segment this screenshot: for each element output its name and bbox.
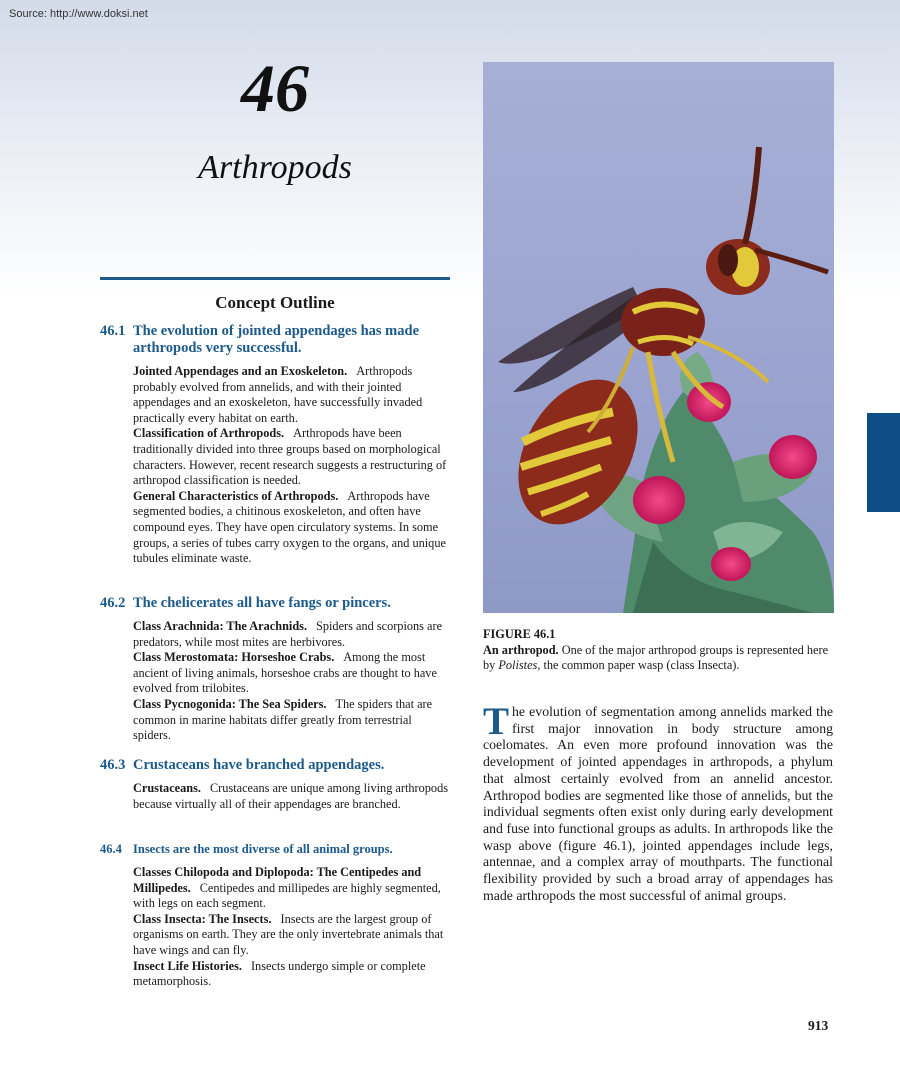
section-entries xyxy=(133,865,452,990)
outline-entry xyxy=(133,781,452,812)
section-number: 46.3 xyxy=(100,757,126,773)
section-heading xyxy=(100,323,452,357)
caption-title: An arthropod. xyxy=(483,642,559,657)
section-entries xyxy=(133,364,452,567)
outline-entry xyxy=(133,697,452,744)
entry-text: Among the most ancient of living animals, horseshoe crabs are thought to have evolved from trilobites. xyxy=(133,650,437,696)
section-number: 46.2 xyxy=(100,595,126,611)
section-title: Crustaceans have branched appendages. xyxy=(133,757,385,773)
section-number: 46.4 xyxy=(100,842,122,856)
wasp-photo xyxy=(483,62,834,613)
chapter-thumb-tab xyxy=(867,413,900,512)
entry-text: Insects are the largest group of organisms on earth. They are the only invertebrate animals that have wings and can fly. xyxy=(133,911,444,957)
entry-term: Class Insecta: The Insects. xyxy=(133,911,272,926)
section-number: 46.1 xyxy=(100,323,126,339)
outline-entry xyxy=(133,959,452,990)
entry-text: Arthropods probably evolved from annelids, and with their jointed appendages and an exoskeleton, have successfully invaded practically every habitat on earth. xyxy=(133,364,423,425)
caption-text: One of the major arthropod groups is represented here by xyxy=(483,642,829,672)
entry-text: Centipedes and millipedes are highly segmented, with legs on each segment. xyxy=(133,880,441,911)
section-heading xyxy=(100,841,452,858)
chapter-title: Arthropods xyxy=(198,149,352,186)
entry-text: The spiders that are common in marine habitats differ greatly from terrestrial spiders. xyxy=(133,696,433,743)
figure-caption xyxy=(483,627,835,674)
entry-term: Crustaceans. xyxy=(133,781,201,795)
entry-text: Crustaceans are unique among living arthropods because virtually all of their appendages are branched. xyxy=(133,781,449,811)
entry-term: Classes Chilopoda and Diplopoda: The Centipedes and Millipedes. xyxy=(133,865,422,895)
outline-section-46-4 xyxy=(100,841,452,990)
outline-rule xyxy=(100,277,450,280)
section-heading xyxy=(100,595,452,612)
drop-cap: T xyxy=(483,700,510,743)
caption-body xyxy=(483,643,835,674)
outline-entry xyxy=(133,619,452,650)
caption-genus: Polistes, xyxy=(498,658,541,672)
section-entries xyxy=(133,619,452,744)
intro-text: he evolution of segmentation among annelids marked the first major innovation in body structure among coelomates. An even more profound innovation was the development of jointed appendages in arthropods, a phylum that almost certainly evolved from an annelid ancestor. Arthropod bodies are segmented like those of annelids, but the individual segments often exist only during early development and fuse into functional groups as adults. In arthropods like the wasp above (figure 46.1), jointed appendages include legs, antennae, and a complex array of mouthparts. The functional flexibility provided by such a broad array of appendages has made arthropods the most successful of animal groups. xyxy=(483,704,833,903)
entry-term: Class Pycnogonida: The Sea Spiders. xyxy=(133,696,327,711)
entry-text: Arthropods have been traditionally divided into three groups based on morphological characters. However, recent research suggests a restructuring of arthropod classification is needed. xyxy=(133,426,447,488)
outline-entry xyxy=(133,364,452,426)
entry-term: Insect Life Histories. xyxy=(133,958,242,973)
outline-entry xyxy=(133,489,452,567)
outline-section-46-2 xyxy=(100,595,452,744)
outline-entry xyxy=(133,650,452,697)
section-title: Insects are the most diverse of all animal groups. xyxy=(133,842,393,856)
entry-term: Jointed Appendages and an Exoskeleton. xyxy=(133,364,348,378)
section-heading xyxy=(100,757,452,774)
outline-section-46-1 xyxy=(100,323,452,567)
section-title: The chelicerates all have fangs or pincers. xyxy=(133,595,391,611)
entry-text: Insects undergo simple or complete metamorphosis. xyxy=(133,958,426,989)
entry-term: Classification of Arthropods. xyxy=(133,426,285,441)
chapter-number: 46 xyxy=(241,50,309,126)
outline-heading: Concept Outline xyxy=(215,293,335,312)
figure-label: FIGURE 46.1 xyxy=(483,627,556,641)
entry-term: Class Arachnida: The Arachnids. xyxy=(133,619,308,633)
outline-section-46-3 xyxy=(100,757,452,812)
section-entries xyxy=(133,781,452,812)
entry-term: General Characteristics of Arthropods. xyxy=(133,488,339,503)
intro-paragraph xyxy=(483,700,833,904)
section-title: The evolution of jointed appendages has made arthropods very successful. xyxy=(133,323,420,356)
page-number: 913 xyxy=(808,1018,829,1033)
entry-term: Class Merostomata: Horseshoe Crabs. xyxy=(133,650,335,665)
caption-text-end: the common paper wasp (class Insecta). xyxy=(543,658,740,672)
outline-entry xyxy=(133,865,452,912)
outline-entry xyxy=(133,912,452,959)
outline-entry xyxy=(133,426,452,488)
entry-text: Spiders and scorpions are predators, while most mites are herbivores. xyxy=(133,619,443,649)
entry-text: Arthropods have segmented bodies, a chitinous exoskeleton, and often have compound eyes. They have open circulatory systems. In some groups, a series of tubes carry oxygen to the organs, and unique tubules eliminate waste. xyxy=(133,488,446,566)
source-note: Source: http://www.doksi.net xyxy=(9,8,148,20)
wasp-illustration xyxy=(483,62,834,613)
